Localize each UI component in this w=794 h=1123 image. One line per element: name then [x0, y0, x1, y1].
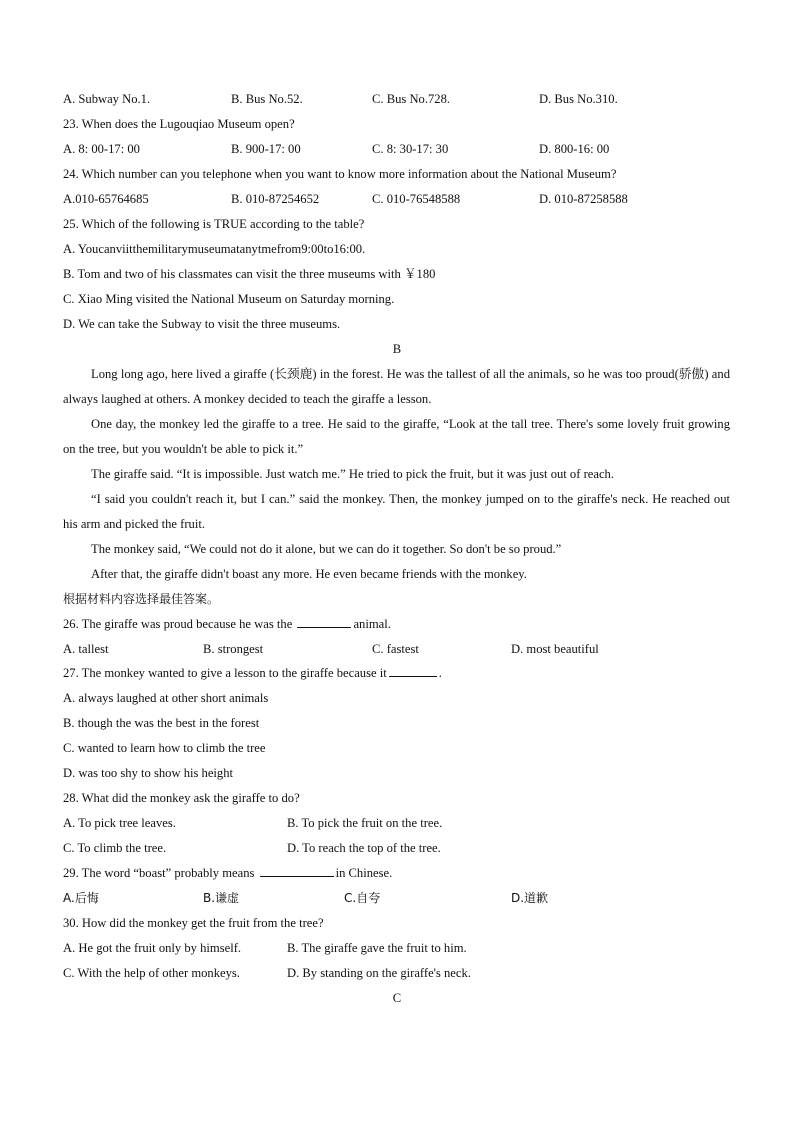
q29-option-d: D.道歉 [511, 891, 549, 905]
q29-option-a: A.后悔 [63, 891, 99, 905]
q24-option-d: D. 010-87258588 [539, 192, 628, 206]
q26-option-c: C. fastest [372, 642, 419, 656]
q24-option-a: A.010-65764685 [63, 192, 149, 206]
q25-option-c: C. Xiao Ming visited the National Museum on Saturday morning. [63, 292, 395, 306]
q29-prefix: 29. The word “boast” probably means [63, 866, 255, 880]
q30-options-row-2 [63, 963, 743, 983]
q24-options [63, 189, 743, 209]
q30-options-row-1 [63, 938, 743, 958]
q26-option-b: B. strongest [203, 642, 264, 656]
q26-option-a: A. tallest [63, 642, 109, 656]
q28-question: 28. What did the monkey ask the giraffe to do? [63, 791, 300, 805]
story-paragraph-1: Long long ago, here lived a giraffe (长颈鹿) in the forest. He was the tallest of all the animals, so he was too proud(骄傲) and always laughed at others. A monkey decided to teach the giraffe a lesson. [63, 367, 730, 406]
q23-option-d: D. 800-16: 00 [539, 142, 610, 156]
q30-question: 30. How did the monkey get the fruit from the tree? [63, 916, 324, 930]
q26-blank [297, 615, 351, 628]
q23-option-c: C. 8: 30-17: 30 [372, 142, 449, 156]
q24-question: 24. Which number can you telephone when you want to know more information about the National Museum? [63, 167, 617, 181]
q23-question: 23. When does the Lugouqiao Museum open? [63, 117, 295, 131]
q28-options-row-2 [63, 838, 743, 858]
q30-option-a: A. He got the fruit only by himself. [63, 941, 242, 955]
instruction-text: 根据材料内容选择最佳答案。 [63, 592, 220, 606]
q25-question: 25. Which of the following is TRUE according to the table? [63, 217, 365, 231]
story-paragraph-5: The monkey said, “We could not do it alone, but we can do it together. So don't be so proud.” [91, 542, 562, 556]
q28-option-d: D. To reach the top of the tree. [287, 841, 441, 855]
q27-question [63, 663, 442, 683]
q27-option-d: D. was too shy to show his height [63, 766, 234, 780]
q28-options-row-1 [63, 813, 743, 833]
story-paragraph-6: After that, the giraffe didn't boast any more. He even became friends with the monkey. [91, 567, 527, 581]
q22-option-a: A. Subway No.1. [63, 92, 151, 106]
q27-blank [389, 664, 437, 677]
q28-option-a: A. To pick tree leaves. [63, 816, 176, 830]
q26-prefix: 26. The giraffe was proud because he was the [63, 617, 293, 631]
q27-option-a: A. always laughed at other short animals [63, 691, 269, 705]
q29-blank [260, 864, 334, 877]
q23-option-b: B. 900-17: 00 [231, 142, 301, 156]
q29-question [63, 863, 392, 883]
q22-options [63, 89, 743, 109]
q23-option-a: A. 8: 00-17: 00 [63, 142, 140, 156]
q29-option-c: C.自夸 [344, 891, 381, 905]
q26-question [63, 614, 391, 634]
q28-option-b: B. To pick the fruit on the tree. [287, 816, 443, 830]
q29-option-b: B.谦虚 [203, 891, 240, 905]
q25-option-b: B. Tom and two of his classmates can visit the three museums with ￥180 [63, 267, 436, 281]
section-b-heading: B [392, 342, 402, 356]
q27-option-b: B. though the was the best in the forest [63, 716, 260, 730]
q22-option-b: B. Bus No.52. [231, 92, 303, 106]
q26-options [63, 639, 743, 659]
q27-suffix: . [438, 666, 442, 680]
q25-option-a: A. Youcanviitthemilitarymuseumatanytmefrom9:00to16:00. [63, 242, 366, 256]
story-paragraph-4: “I said you couldn't reach it, but I can.” said the monkey. Then, the monkey jumped on to the giraffe's neck. He reached out his arm and picked the fruit. [63, 492, 730, 531]
story-paragraph-2: One day, the monkey led the giraffe to a tree. He said to the giraffe, “Look at the tall tree. There's some lovely fruit growing on the tree, but you wouldn't be able to pick it.” [63, 417, 730, 456]
q24-option-b: B. 010-87254652 [231, 192, 320, 206]
q27-prefix: 27. The monkey wanted to give a lesson to the giraffe because it [63, 666, 387, 680]
q30-option-b: B. The giraffe gave the fruit to him. [287, 941, 467, 955]
q29-options [63, 888, 743, 908]
q30-option-d: D. By standing on the giraffe's neck. [287, 966, 471, 980]
q24-option-c: C. 010-76548588 [372, 192, 461, 206]
q30-option-c: C. With the help of other monkeys. [63, 966, 240, 980]
section-c-heading: C [392, 991, 402, 1005]
q27-option-c: C. wanted to learn how to climb the tree [63, 741, 266, 755]
q25-option-d: D. We can take the Subway to visit the three museums. [63, 317, 341, 331]
q26-option-d: D. most beautiful [511, 642, 599, 656]
q28-option-c: C. To climb the tree. [63, 841, 167, 855]
q23-options [63, 139, 743, 159]
q26-suffix: animal. [353, 617, 391, 631]
story-paragraph-3: The giraffe said. “It is impossible. Just watch me.” He tried to pick the fruit, but it was just out of reach. [91, 467, 614, 481]
q29-suffix: in Chinese. [335, 866, 393, 880]
q22-option-c: C. Bus No.728. [372, 92, 451, 106]
q22-option-d: D. Bus No.310. [539, 92, 618, 106]
